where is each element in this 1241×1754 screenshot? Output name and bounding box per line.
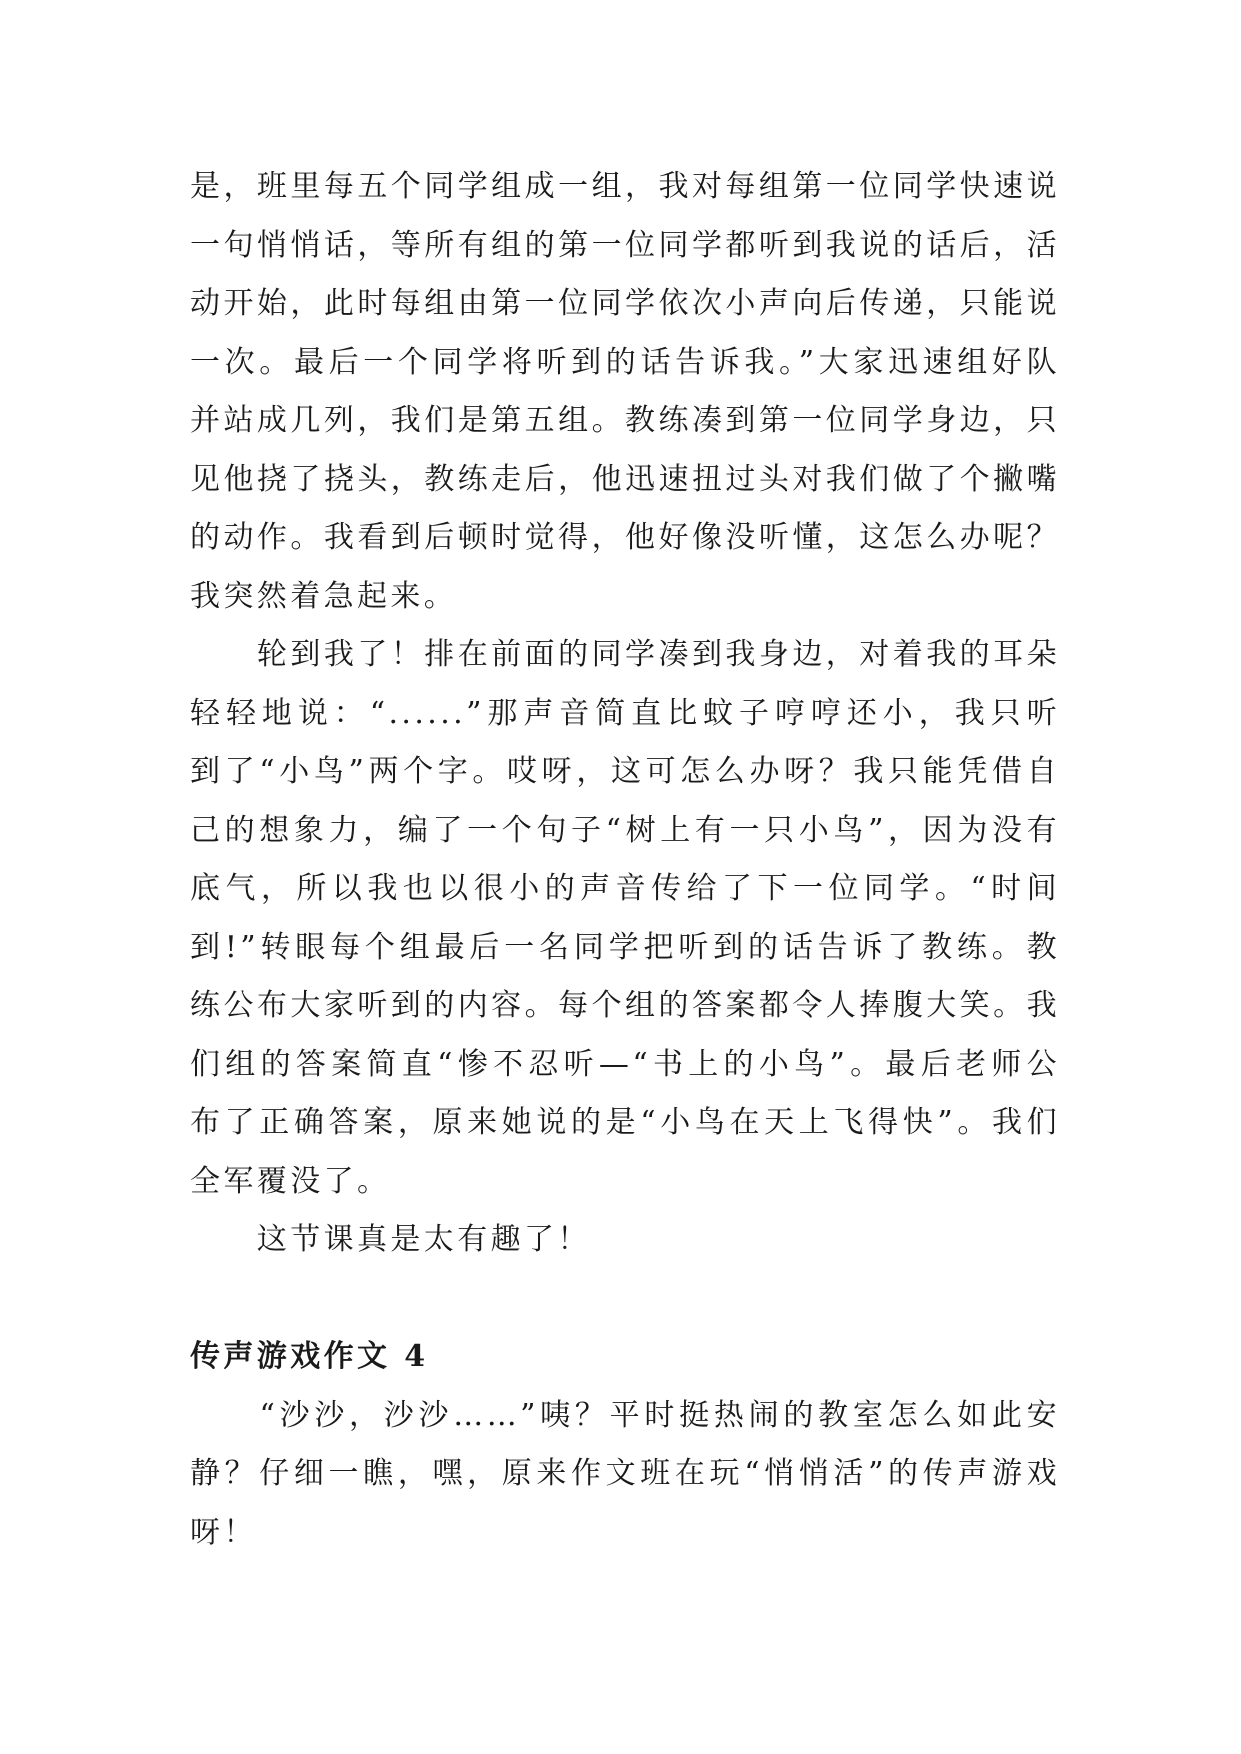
text-line: 到了“小鸟”两个字。哎呀，这可怎么办呀？我只能凭借自 [190,754,1060,789]
text-line: 这节课真是太有趣了！ [190,1222,591,1257]
text-line: 轮到我了！排在前面的同学凑到我身边，对着我的耳朵 [190,637,1060,672]
text-line: 布了正确答案，原来她说的是“小鸟在天上飞得快”。我们 [190,1105,1060,1140]
text-line: 底气，所以我也以很小的声音传给了下一位同学。“时间 [190,871,1060,906]
text-line: 到!”转眼每个组最后一名同学把听到的话告诉了教练。教 [190,929,1060,965]
text-line: 轻轻地说：“......”那声音简直比蚊子哼哼还小，我只听 [190,695,1060,731]
text-line: 动开始，此时每组由第一位同学依次小声向后传递，只能说 [190,286,1060,321]
document-body [190,158,1060,1562]
text-line: 呀！ [190,1514,257,1550]
section-spacer [190,1270,1060,1329]
text-line: 一句悄悄话，等所有组的第一位同学都听到我说的话后，活 [190,227,1060,263]
paragraph-4 [190,1387,1060,1563]
section-heading: 传声游戏作文 4 [190,1339,429,1374]
text-line: 见他挠了挠头，教练走后，他迅速扭过头对我们做了个撇嘴 [190,461,1060,497]
text-line: 们组的答案简直“惨不忍听—“书上的小鸟”。最后老师公 [190,1046,1060,1082]
paragraph-1 [190,158,1060,626]
text-line: 练公布大家听到的内容。每个组的答案都令人捧腹大笑。我 [190,988,1060,1023]
text-line: 并站成几列，我们是第五组。教练凑到第一位同学身边，只 [190,403,1060,438]
text-line: 静？仔细一瞧，嘿，原来作文班在玩“悄悄活”的传声游戏 [190,1456,1060,1491]
paragraph-2 [190,626,1060,1211]
text-line: 我突然着急起来。 [190,578,458,614]
text-line: “沙沙，沙沙……”咦？平时挺热闹的教室怎么如此安 [190,1397,1060,1433]
text-line: 全军覆没了。 [190,1163,391,1199]
text-line: 是，班里每五个同学组成一组，我对每组第一位同学快速说 [190,169,1060,204]
paragraph-3 [190,1211,1060,1270]
text-line: 己的想象力，编了一个句子“树上有一只小鸟”，因为没有 [190,812,1060,848]
text-line: 一次。最后一个同学将听到的话告诉我。”大家迅速组好队 [190,344,1060,380]
text-line: 的动作。我看到后顿时觉得，他好像没听懂，这怎么办呢？ [190,520,1060,555]
